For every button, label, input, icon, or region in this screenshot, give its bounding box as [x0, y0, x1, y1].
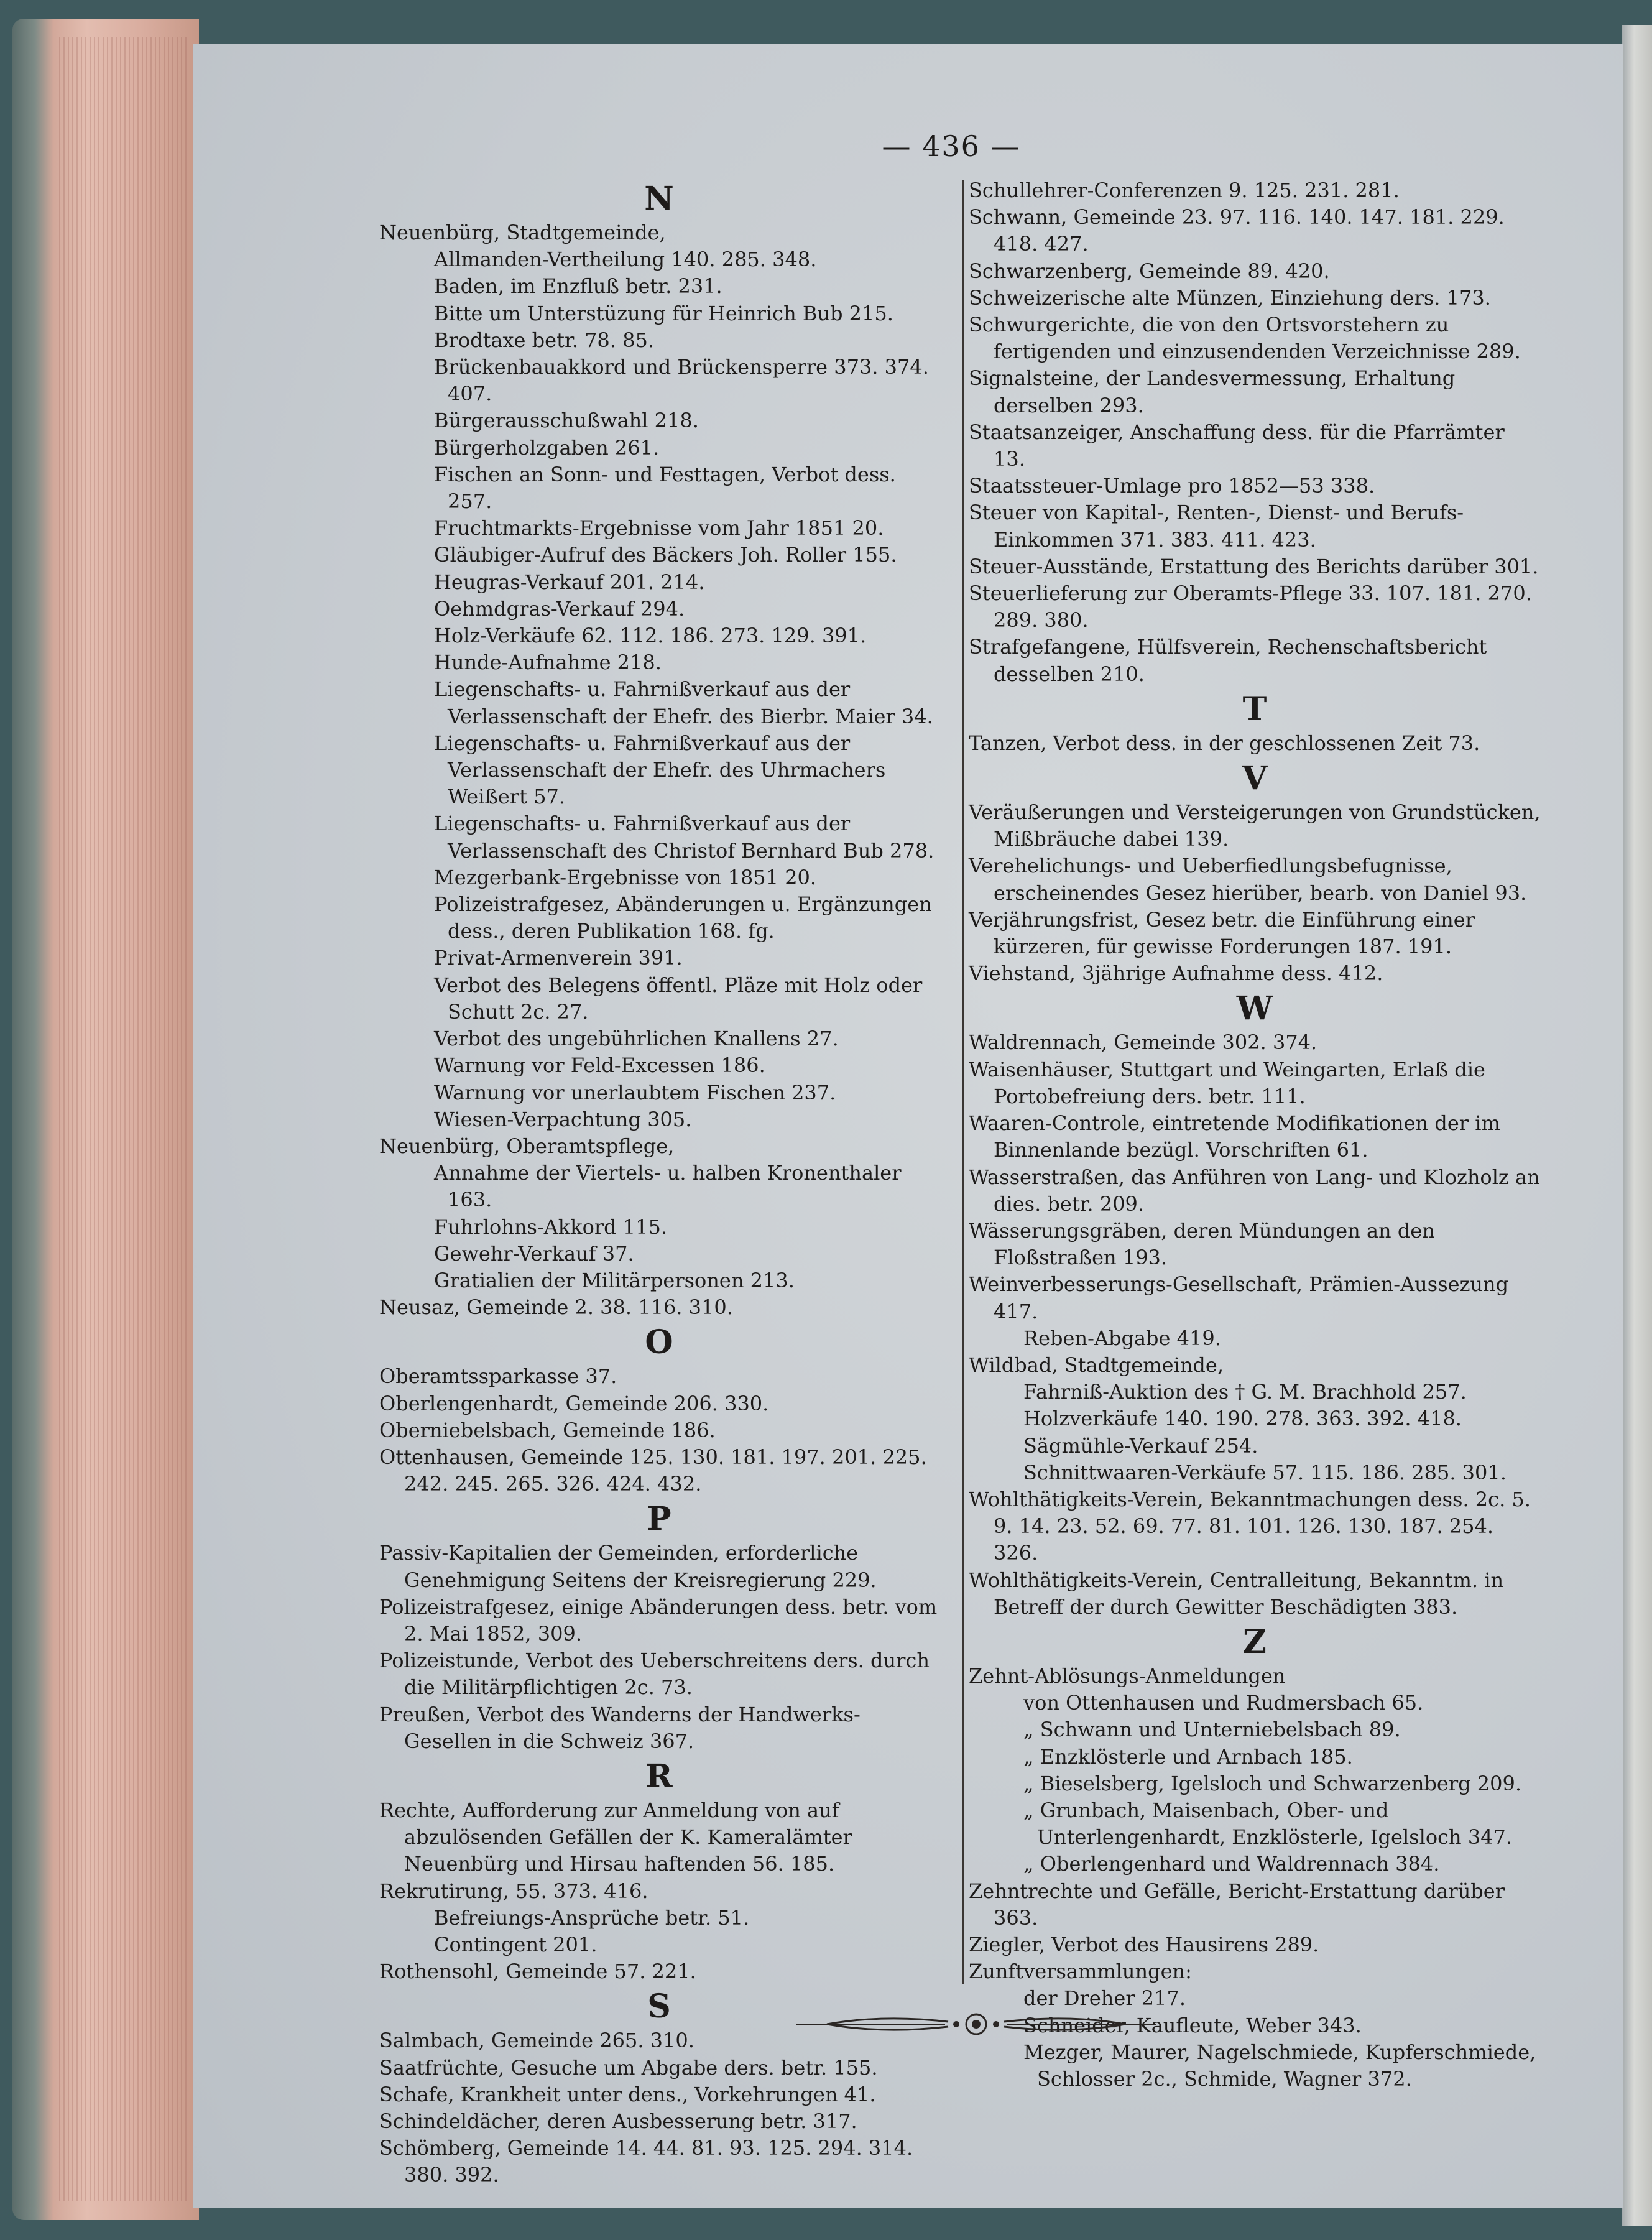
index-entry: Wohlthätigkeits-Verein, Bekanntmachungen dess. 2c. 5. 9. 14. 23. 52. 69. 77. 81. 101. 126. 130. 187. 254. 326. — [969, 1487, 1531, 1565]
index-subentry: Holz-Verkäufe 62. 112. 186. 273. 129. 391. — [434, 624, 867, 648]
index-entry: Steuer von Kapital-, Renten-, Dienst- und Berufs-Einkommen 371. 383. 411. 423. — [969, 501, 1464, 552]
index-subentry: „ Bieselsberg, Igelsloch und Schwarzenberg 209. — [1023, 1771, 1522, 1795]
index-entry-group — [379, 1133, 939, 1294]
index-subentry: „ Enzklösterle und Arnbach 185. — [1023, 1744, 1353, 1769]
index-entry: Polizeistrafgesez, einige Abänderungen dess. betr. vom 2. Mai 1852, 309. — [379, 1594, 938, 1645]
page-number: — 436 — — [882, 129, 1021, 163]
index-subentry: Hunde-Aufnahme 218. — [434, 650, 662, 675]
index-entry: Oberlengenhardt, Gemeinde 206. 330. — [379, 1391, 769, 1415]
index-entry-group — [969, 1325, 1541, 1352]
index-entry-group — [379, 1878, 939, 1959]
index-entry: Schafe, Krankheit unter dens., Vorkehrungen 41. — [379, 2082, 876, 2106]
index-entry: Zehntrechte und Gefälle, Bericht-Erstattung darüber 363. — [969, 1879, 1505, 1930]
section-letter: O — [645, 1323, 673, 1362]
ornament-divider-icon — [790, 2006, 1163, 2043]
page-edge-stack — [59, 37, 190, 2201]
index-entry: Preußen, Verbot des Wanderns der Handwerks-Gesellen in die Schweiz 367. — [379, 1702, 861, 1753]
index-entry-group — [969, 1663, 1541, 1878]
index-subentry: Mezgerbank-Ergebnisse von 1851 20. — [434, 865, 817, 889]
index-column-right — [969, 177, 1541, 2093]
index-entry-heading: Neuenbürg, Stadtgemeinde, — [379, 221, 666, 244]
index-entry: Strafgefangene, Hülfsverein, Rechenschaftsbericht desselben 210. — [969, 635, 1487, 686]
index-entry: Steuerlieferung zur Oberamts-Pflege 33. 107. 181. 270. 289. 380. — [969, 581, 1532, 632]
index-subentry: Bitte um Unterstüzung für Heinrich Bub 215. — [434, 301, 893, 325]
index-subentry: Reben-Abgabe 419. — [1023, 1326, 1221, 1350]
index-entry: Schweizerische alte Münzen, Einziehung ders. 173. — [969, 285, 1491, 310]
index-subentry: Brückenbauakkord und Brückensperre 373. 374. 407. — [434, 355, 929, 406]
column-divider — [962, 180, 964, 1984]
index-entry: Polizeistunde, Verbot des Ueberschreitens ders. durch die Militärpflichtigen 2c. 73. — [379, 1649, 930, 1700]
index-subentry: Oehmdgras-Verkauf 294. — [434, 596, 685, 621]
index-entry: Wässerungsgräben, deren Mündungen an den Floßstraßen 193. — [969, 1218, 1435, 1270]
index-entry: Oberniebelsbach, Gemeinde 186. — [379, 1418, 716, 1442]
index-subentry: „ Grunbach, Maisenbach, Ober- und Unterlengenhardt, Enzklösterle, Igelsloch 347. — [1023, 1798, 1513, 1849]
index-subentry: Heugras-Verkauf 201. 214. — [434, 570, 705, 594]
index-column-left — [379, 177, 939, 2189]
facing-page-edge — [1622, 25, 1652, 2226]
index-subentry: Polizeistrafgesez, Abänderungen u. Ergänzungen dess., deren Publikation 168. fg. — [434, 892, 932, 943]
index-entry: Viehstand, 3jährige Aufnahme dess. 412. — [969, 961, 1383, 986]
section-letter: T — [1242, 690, 1267, 728]
index-entry: Tanzen, Verbot dess. in der geschlossenen Zeit 73. — [969, 731, 1480, 755]
index-subentry: Liegenschafts- u. Fahrnißverkauf aus der Verlassenschaft der Ehefr. des Bierbr. Maier 34. — [434, 677, 933, 728]
index-entry-heading: Zunftversammlungen: — [969, 1960, 1192, 1984]
index-subentry: Bürgerausschußwahl 218. — [434, 409, 699, 433]
index-subentry: der Dreher 217. — [1023, 1986, 1186, 2011]
index-entry-group — [969, 1352, 1541, 1486]
index-subentry: Verbot des ungebührlichen Knallens 27. — [434, 1027, 839, 1051]
index-subentry: Warnung vor unerlaubtem Fischen 237. — [434, 1080, 836, 1104]
index-entry-heading: Neuenbürg, Oberamtspflege, — [379, 1134, 675, 1158]
index-entry: Weinverbesserungs-Gesellschaft, Prämien-Aussezung 417. — [969, 1272, 1509, 1323]
index-subentry: „ Oberlengenhard und Waldrennach 384. — [1023, 1852, 1440, 1876]
index-entry: Verjährungsfrist, Gesez betr. die Einführung einer kürzeren, für gewisse Forderungen 187. 191. — [969, 907, 1475, 959]
index-subentry: Sägmühle-Verkauf 254. — [1023, 1433, 1258, 1458]
section-letter: N — [644, 180, 674, 218]
index-subentry: Holzverkäufe 140. 190. 278. 363. 392. 418. — [1023, 1407, 1462, 1431]
section-letter: P — [647, 1500, 671, 1539]
index-entry: Saatfrüchte, Gesuche um Abgabe ders. betr. 155. — [379, 2055, 878, 2080]
index-entry: Veräußerungen und Versteigerungen von Grundstücken, Mißbräuche dabei 139. — [969, 800, 1541, 851]
index-subentry: Bürgerholzgaben 261. — [434, 435, 660, 460]
index-subentry: Warnung vor Feld-Excessen 186. — [434, 1053, 765, 1078]
index-subentry: Gratialien der Militärpersonen 213. — [434, 1268, 795, 1292]
index-subentry: Allmanden-Vertheilung 140. 285. 348. — [434, 248, 817, 272]
index-subentry: Fruchtmarkts-Ergebnisse vom Jahr 1851 20. — [434, 516, 884, 540]
index-entry: Schwurgerichte, die von den Ortsvorstehern zu fertigenden und einzusendenden Verzeichnisse 289. — [969, 313, 1521, 364]
index-entry: Rechte, Aufforderung zur Anmeldung von auf abzulösenden Gefällen der K. Kameralämter Neuenbürg und Hirsau haftenden 56. 185. — [379, 1798, 852, 1876]
index-entry: Schwarzenberg, Gemeinde 89. 420. — [969, 259, 1330, 283]
section-letter: S — [647, 1988, 671, 2026]
index-entry: Oberamtssparkasse 37. — [379, 1364, 617, 1389]
section-letter: R — [645, 1757, 673, 1795]
index-entry: Schwann, Gemeinde 23. 97. 116. 140. 147. 181. 229. 418. 427. — [969, 205, 1505, 256]
section-letter: Z — [1243, 1622, 1267, 1661]
index-entry-heading: Zehnt-Ablösungs-Anmeldungen — [969, 1664, 1286, 1688]
index-subentry: Verbot des Belegens öffentl. Pläze mit Holz oder Schutt 2c. 27. — [434, 973, 923, 1024]
index-entry: Staatssteuer-Umlage pro 1852—53 338. — [969, 474, 1375, 498]
index-subentry: Schnittwaaren-Verkäufe 57. 115. 186. 285. 301. — [1023, 1460, 1507, 1484]
index-subentry: Fuhrlohns-Akkord 115. — [434, 1215, 668, 1239]
index-subentry: Schneider, Kaufleute, Weber 343. — [1023, 2013, 1362, 2037]
index-entry: Rothensohl, Gemeinde 57. 221. — [379, 1960, 696, 1984]
index-entry: Schullehrer-Conferenzen 9. 125. 231. 281. — [969, 178, 1400, 202]
index-subentry: Contingent 201. — [434, 1932, 598, 1956]
index-entry: Schindeldächer, deren Ausbesserung betr. 317. — [379, 2109, 857, 2133]
index-entry: Steuer-Ausstände, Erstattung des Berichts darüber 301. — [969, 554, 1539, 578]
index-subentry: „ Schwann und Unterniebelsbach 89. — [1023, 1718, 1401, 1742]
index-subentry: von Ottenhausen und Rudmersbach 65. — [1023, 1691, 1424, 1715]
index-entry: Passiv-Kapitalien der Gemeinden, erforderliche Genehmigung Seitens der Kreisregierung 229. — [379, 1541, 877, 1592]
index-entry: Verehelichungs- und Ueberfiedlungsbefugnisse, erscheinendes Gesez hierüber, bearb. von Daniel 93. — [969, 854, 1527, 905]
index-subentry: Befreiungs-Ansprüche betr. 51. — [434, 1905, 750, 1930]
index-entry: Neusaz, Gemeinde 2. 38. 116. 310. — [379, 1295, 733, 1320]
index-subentry: Gewehr-Verkauf 37. — [434, 1241, 634, 1266]
index-subentry: Annahme der Viertels- u. halben Kronenthaler 163. — [434, 1161, 902, 1212]
section-letter: V — [1242, 759, 1268, 798]
index-entry-heading: Rekrutirung, 55. 373. 416. — [379, 1879, 648, 1903]
index-subentry: Privat-Armenverein 391. — [434, 946, 683, 970]
section-letter: W — [1236, 989, 1273, 1028]
index-entry: Wohlthätigkeits-Verein, Centralleitung, Bekanntm. in Betreff der durch Gewitter Beschädigten 383. — [969, 1568, 1504, 1619]
index-entry: Waldrennach, Gemeinde 302. 374. — [969, 1030, 1317, 1055]
index-entry: Waaren-Controle, eintretende Modifikationen der im Binnenlande bezügl. Vorschriften 61. — [969, 1111, 1500, 1162]
index-subentry: Gläubiger-Aufruf des Bäckers Joh. Roller 155. — [434, 543, 897, 567]
index-subentry: Mezger, Maurer, Nagelschmiede, Kupferschmiede, Schlosser 2c., Schmide, Wagner 372. — [1023, 2040, 1536, 2091]
index-entry: Ottenhausen, Gemeinde 125. 130. 181. 197. 201. 225. 242. 245. 265. 326. 424. 432. — [379, 1445, 927, 1496]
index-entry: Signalsteine, der Landesvermessung, Erhaltung derselben 293. — [969, 366, 1456, 417]
index-subentry: Baden, im Enzfluß betr. 231. — [434, 274, 722, 299]
index-entry: Salmbach, Gemeinde 265. 310. — [379, 2029, 694, 2053]
index-subentry: Fischen an Sonn- und Festtagen, Verbot dess. 257. — [434, 462, 896, 514]
index-subentry: Fahrniß-Auktion des † G. M. Brachhold 257. — [1023, 1380, 1467, 1404]
index-entry: Ziegler, Verbot des Hausirens 289. — [969, 1932, 1319, 1956]
index-subentry: Liegenschafts- u. Fahrnißverkauf aus der Verlassenschaft des Christof Bernhard Bub 278. — [434, 812, 934, 863]
index-entry: Schömberg, Gemeinde 14. 44. 81. 93. 125. 294. 314. 380. 392. — [379, 2136, 913, 2187]
index-subentry: Liegenschafts- u. Fahrnißverkauf aus der Verlassenschaft der Ehefr. des Uhrmachers Weißert 57. — [434, 731, 886, 809]
index-subentry: Brodtaxe betr. 78. 85. — [434, 328, 655, 352]
index-entry: Waisenhäuser, Stuttgart und Weingarten, Erlaß die Portobefreiung ders. betr. 111. — [969, 1057, 1485, 1108]
index-subentry: Wiesen-Verpachtung 305. — [434, 1107, 692, 1131]
index-entry-group — [379, 220, 939, 1133]
index-entry: Staatsanzeiger, Anschaffung dess. für die Pfarrämter 13. — [969, 420, 1505, 471]
index-entry: Wasserstraßen, das Anführen von Lang- und Klozholz an dies. betr. 209. — [969, 1165, 1540, 1216]
index-entry-heading: Wildbad, Stadtgemeinde, — [969, 1353, 1224, 1377]
